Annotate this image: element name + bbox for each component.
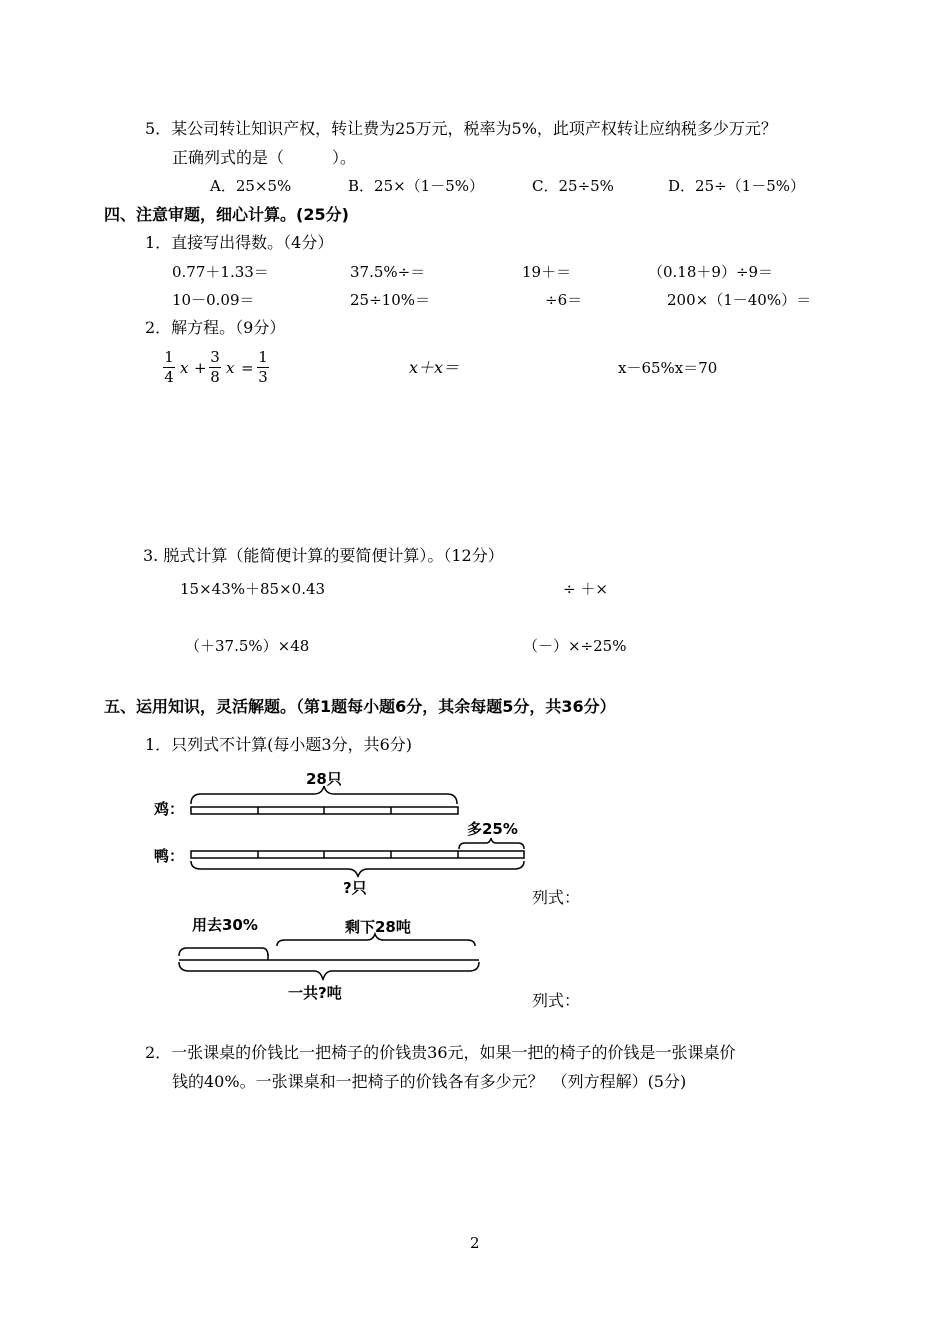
duck-total-label: ?只: [343, 879, 367, 897]
section5-title: 五、运用知识，灵活解题。（第1题每小题6分，其余每题5分，共36分）: [104, 697, 616, 716]
eq1-equals: =: [241, 359, 254, 377]
calc-item: ÷6＝: [545, 291, 583, 309]
q5-option-d[interactable]: D．25÷（1－5%）: [668, 177, 806, 195]
duck-extra-brace: [459, 838, 524, 849]
calc-item: 200×（1－40%）＝: [667, 291, 812, 309]
section4-q3-title: 3. 脱式计算（能简便计算的要简便计算）。（12分）: [143, 546, 504, 565]
remaining-label: 剩下28吨: [345, 918, 411, 936]
calc-item: 25÷10%＝: [350, 291, 430, 309]
total-label: 一共?吨: [288, 984, 342, 1002]
fraction-denominator: 4: [164, 368, 174, 386]
total-brace: [179, 962, 479, 980]
section5-q1-title: 1．只列式不计算(每小题3分，共6分): [145, 735, 413, 754]
q3-item: （＋37.5%）×48: [185, 637, 310, 655]
fraction-denominator: 8: [210, 368, 220, 386]
duck-more-label: 多25%: [467, 820, 518, 838]
q5-option-c[interactable]: C．25÷5%: [532, 177, 614, 195]
fraction-numerator: 3: [210, 348, 220, 366]
eq1-variable: x: [226, 359, 235, 377]
q3-item: （－）×÷25%: [523, 637, 627, 655]
q5-line2: 正确列式的是（ ）。: [172, 148, 357, 167]
q3-item: ÷ ＋×: [563, 580, 608, 598]
q3-item: 15×43%＋85×0.43: [180, 580, 326, 598]
eq1-variable: x: [180, 359, 189, 377]
chicken-total-label: 28只: [306, 770, 342, 788]
section5-q2-line1: 2．一张课桌的价钱比一把椅子的价钱贵36元，如果一把的椅子的价钱是一张课桌价: [145, 1043, 736, 1062]
answer-label: 列式：: [532, 888, 581, 907]
calc-item: 0.77＋1.33＝: [172, 263, 269, 281]
used-brace: [179, 948, 262, 956]
section4-q2-title: 2．解方程。（9分）: [145, 318, 286, 337]
calc-item: 10－0.09＝: [172, 291, 255, 309]
section4-title: 四、注意审题，细心计算。(25分): [104, 205, 349, 224]
equation-2: x＋x＝: [409, 358, 460, 377]
duck-bar: [191, 851, 524, 858]
duck-bottom-brace: [191, 861, 524, 877]
q5-line1: 5．某公司转让知识产权，转让费为25万元，税率为5%，此项产权转让应纳税多少万元？: [145, 119, 777, 138]
duck-label: 鸭：: [154, 847, 185, 865]
used-brace-end: [262, 948, 268, 956]
chicken-label: 鸡：: [154, 800, 185, 818]
fraction-denominator: 3: [258, 368, 268, 386]
q5-option-b[interactable]: B．25×（1－5%）: [348, 177, 485, 195]
used-label: 用去30%: [192, 916, 258, 934]
section4-q1-title: 1．直接写出得数。（4分）: [145, 233, 334, 252]
calc-item: （0.18＋9）÷9＝: [648, 263, 774, 281]
q5-option-a[interactable]: A．25×5%: [210, 177, 292, 195]
answer-label: 列式：: [532, 991, 581, 1010]
equation-3: x－65%x＝70: [618, 359, 718, 377]
page-number: 2: [470, 1234, 480, 1252]
eq1-plus: +: [194, 359, 207, 377]
calc-item: 37.5%÷＝: [350, 263, 426, 281]
section5-q2-line2: 钱的40%。一张课桌和一把椅子的价钱各有多少元？ （列方程解）(5分): [172, 1072, 687, 1091]
fraction-numerator: 1: [258, 348, 268, 366]
calc-item: 19＋＝: [522, 263, 572, 281]
fraction-numerator: 1: [164, 348, 174, 366]
